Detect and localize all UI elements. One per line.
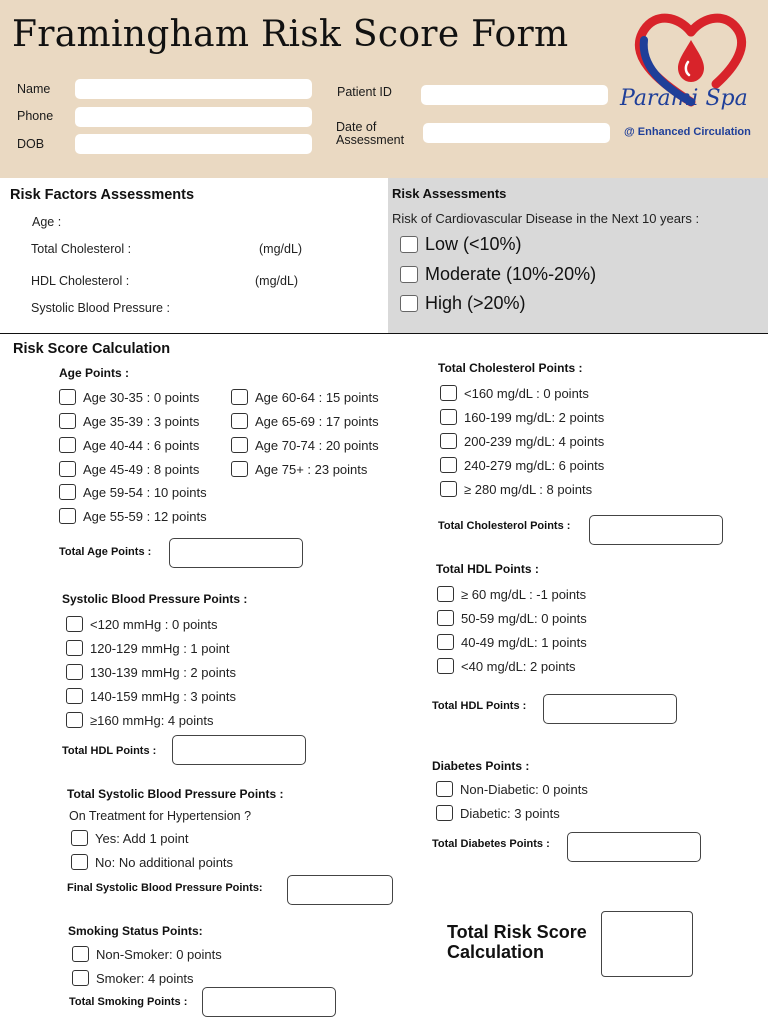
date-label-line1: Date of [336,120,377,134]
age-option[interactable]: Age 35-39 : 3 points [59,413,199,429]
cholesterol-points-title: Total Cholesterol Points : [438,361,583,375]
hdl-cholesterol-unit: (mg/dL) [255,274,299,288]
hdl-option[interactable]: ≥ 60 mg/dL : -1 points [437,586,586,602]
checkbox[interactable] [437,610,454,626]
hypertension-yes-option[interactable]: Yes: Add 1 point [71,830,189,846]
checkbox[interactable] [231,437,248,453]
date-label-line2: Assessment [336,133,405,147]
hypertension-question: On Treatment for Hypertension ? [69,809,252,823]
hypertension-no-option[interactable]: No: No additional points [71,854,233,870]
checkbox[interactable] [66,640,83,656]
checkbox[interactable] [72,970,89,986]
phone-label: Phone [17,109,54,123]
risk-score-calculation-title: Risk Score Calculation [13,341,171,357]
checkbox[interactable] [66,688,83,704]
heart-drop-logo-icon [616,10,766,145]
checkbox[interactable] [71,830,88,846]
checkbox[interactable] [436,805,453,821]
total-diabetes-points-input[interactable] [567,832,701,862]
checkbox[interactable] [437,634,454,650]
hdl-option[interactable]: 40-49 mg/dL: 1 points [437,634,587,650]
phone-input[interactable] [75,107,312,127]
cholesterol-option[interactable]: ≥ 280 mg/dL : 8 points [440,481,592,497]
checkbox[interactable] [437,586,454,602]
total-hdl-points-input[interactable] [543,694,677,724]
name-label: Name [17,82,51,96]
sbp-option[interactable]: <120 mmHg : 0 points [66,616,218,632]
form-title: Framingham Risk Score Form [12,14,569,55]
hdl-option[interactable]: <40 mg/dL: 2 points [437,658,576,674]
dob-input[interactable] [75,134,312,154]
total-sbp-points-title: Total Systolic Blood Pressure Points : [67,787,284,801]
diabetes-option[interactable]: Diabetic: 3 points [436,805,560,821]
checkbox[interactable] [71,854,88,870]
total-sbp-hdl-points-input[interactable] [172,735,306,765]
total-cholesterol-unit: (mg/dL) [259,242,303,256]
checkbox[interactable] [66,712,83,728]
checkbox[interactable] [400,236,418,253]
checkbox[interactable] [59,461,76,477]
smoking-option[interactable]: Non-Smoker: 0 points [72,946,222,962]
final-sbp-points-input[interactable] [287,875,393,905]
checkbox[interactable] [231,461,248,477]
final-sbp-points-label: Final Systolic Blood Pressure Points: [67,882,263,894]
cholesterol-option[interactable]: 240-279 mg/dL: 6 points [440,457,604,473]
patient-id-input[interactable] [421,85,608,105]
total-smoking-points-input[interactable] [202,987,336,1017]
diabetes-option[interactable]: Non-Diabetic: 0 points [436,781,588,797]
risk-assessment-title: Risk Assessments [392,186,507,201]
risk-option-moderate[interactable]: Moderate (10%-20%) [400,264,596,285]
checkbox[interactable] [231,413,248,429]
name-input[interactable] [75,79,312,99]
checkbox[interactable] [66,616,83,632]
risk-option-low[interactable]: Low (<10%) [400,234,522,255]
checkbox[interactable] [400,295,418,312]
risk-factors-title: Risk Factors Assessments [10,187,195,203]
checkbox[interactable] [440,457,457,473]
checkbox[interactable] [59,437,76,453]
age-option[interactable]: Age 65-69 : 17 points [231,413,379,429]
age-option[interactable]: Age 59-54 : 10 points [59,484,207,500]
cholesterol-option[interactable]: <160 mg/dL : 0 points [440,385,589,401]
hdl-points-title: Total HDL Points : [436,562,539,576]
checkbox[interactable] [436,781,453,797]
sbp-points-title: Systolic Blood Pressure Points : [62,592,248,606]
age-points-title: Age Points : [59,366,130,380]
hdl-cholesterol-label: HDL Cholesterol : [31,274,130,288]
checkbox[interactable] [440,409,457,425]
checkbox[interactable] [440,433,457,449]
checkbox[interactable] [59,508,76,524]
cholesterol-option[interactable]: 160-199 mg/dL: 2 points [440,409,604,425]
patient-id-label: Patient ID [337,85,392,99]
sbp-label: Systolic Blood Pressure : [31,301,170,315]
cholesterol-option[interactable]: 200-239 mg/dL: 4 points [440,433,604,449]
checkbox[interactable] [400,266,418,283]
checkbox[interactable] [231,389,248,405]
brand-tagline: @ Enhanced Circulation [624,126,751,138]
sbp-option[interactable]: 130-139 mmHg : 2 points [66,664,236,680]
age-option[interactable]: Age 75+ : 23 points [231,461,367,477]
sbp-option[interactable]: 140-159 mmHg : 3 points [66,688,236,704]
total-risk-score-line2: Calculation [447,942,545,962]
checkbox[interactable] [59,413,76,429]
total-risk-score-input[interactable] [601,911,693,977]
total-smoking-points-label: Total Smoking Points : [69,996,188,1008]
age-option[interactable]: Age 30-35 : 0 points [59,389,199,405]
smoking-points-title: Smoking Status Points: [68,924,203,938]
age-option[interactable]: Age 45-49 : 8 points [59,461,199,477]
checkbox[interactable] [440,385,457,401]
total-cholesterol-points-input[interactable] [589,515,723,545]
diabetes-points-title: Diabetes Points : [432,759,530,773]
total-sbp-hdl-points-label: Total HDL Points : [62,745,157,757]
checkbox[interactable] [72,946,89,962]
age-option[interactable]: Age 55-59 : 12 points [59,508,207,524]
checkbox[interactable] [59,484,76,500]
brand-name: Parami Spa [620,86,748,111]
smoking-option[interactable]: Smoker: 4 points [72,970,194,986]
sbp-option[interactable]: ≥160 mmHg: 4 points [66,712,213,728]
total-age-points-input[interactable] [169,538,303,568]
age-option[interactable]: Age 60-64 : 15 points [231,389,379,405]
checkbox[interactable] [59,389,76,405]
age-option[interactable]: Age 70-74 : 20 points [231,437,379,453]
total-risk-score-line1: Total Risk Score [447,922,587,942]
total-age-points-label: Total Age Points : [59,546,152,558]
total-cholesterol-points-label: Total Cholesterol Points : [438,520,571,532]
total-hdl-points-label: Total HDL Points : [432,700,527,712]
total-cholesterol-label: Total Cholesterol : [31,242,132,256]
checkbox[interactable] [66,664,83,680]
dob-label: DOB [17,137,45,151]
date-input[interactable] [423,123,610,143]
hdl-option[interactable]: 50-59 mg/dL: 0 points [437,610,587,626]
age-label: Age : [32,215,62,229]
checkbox[interactable] [440,481,457,497]
total-diabetes-points-label: Total Diabetes Points : [432,838,550,850]
total-risk-score-title [447,922,587,962]
age-option[interactable]: Age 40-44 : 6 points [59,437,199,453]
risk-option-high[interactable]: High (>20%) [400,293,526,314]
checkbox[interactable] [437,658,454,674]
sbp-option[interactable]: 120-129 mmHg : 1 point [66,640,229,656]
section-divider [0,333,768,334]
risk-question: Risk of Cardiovascular Disease in the Next 10 years : [392,211,700,226]
